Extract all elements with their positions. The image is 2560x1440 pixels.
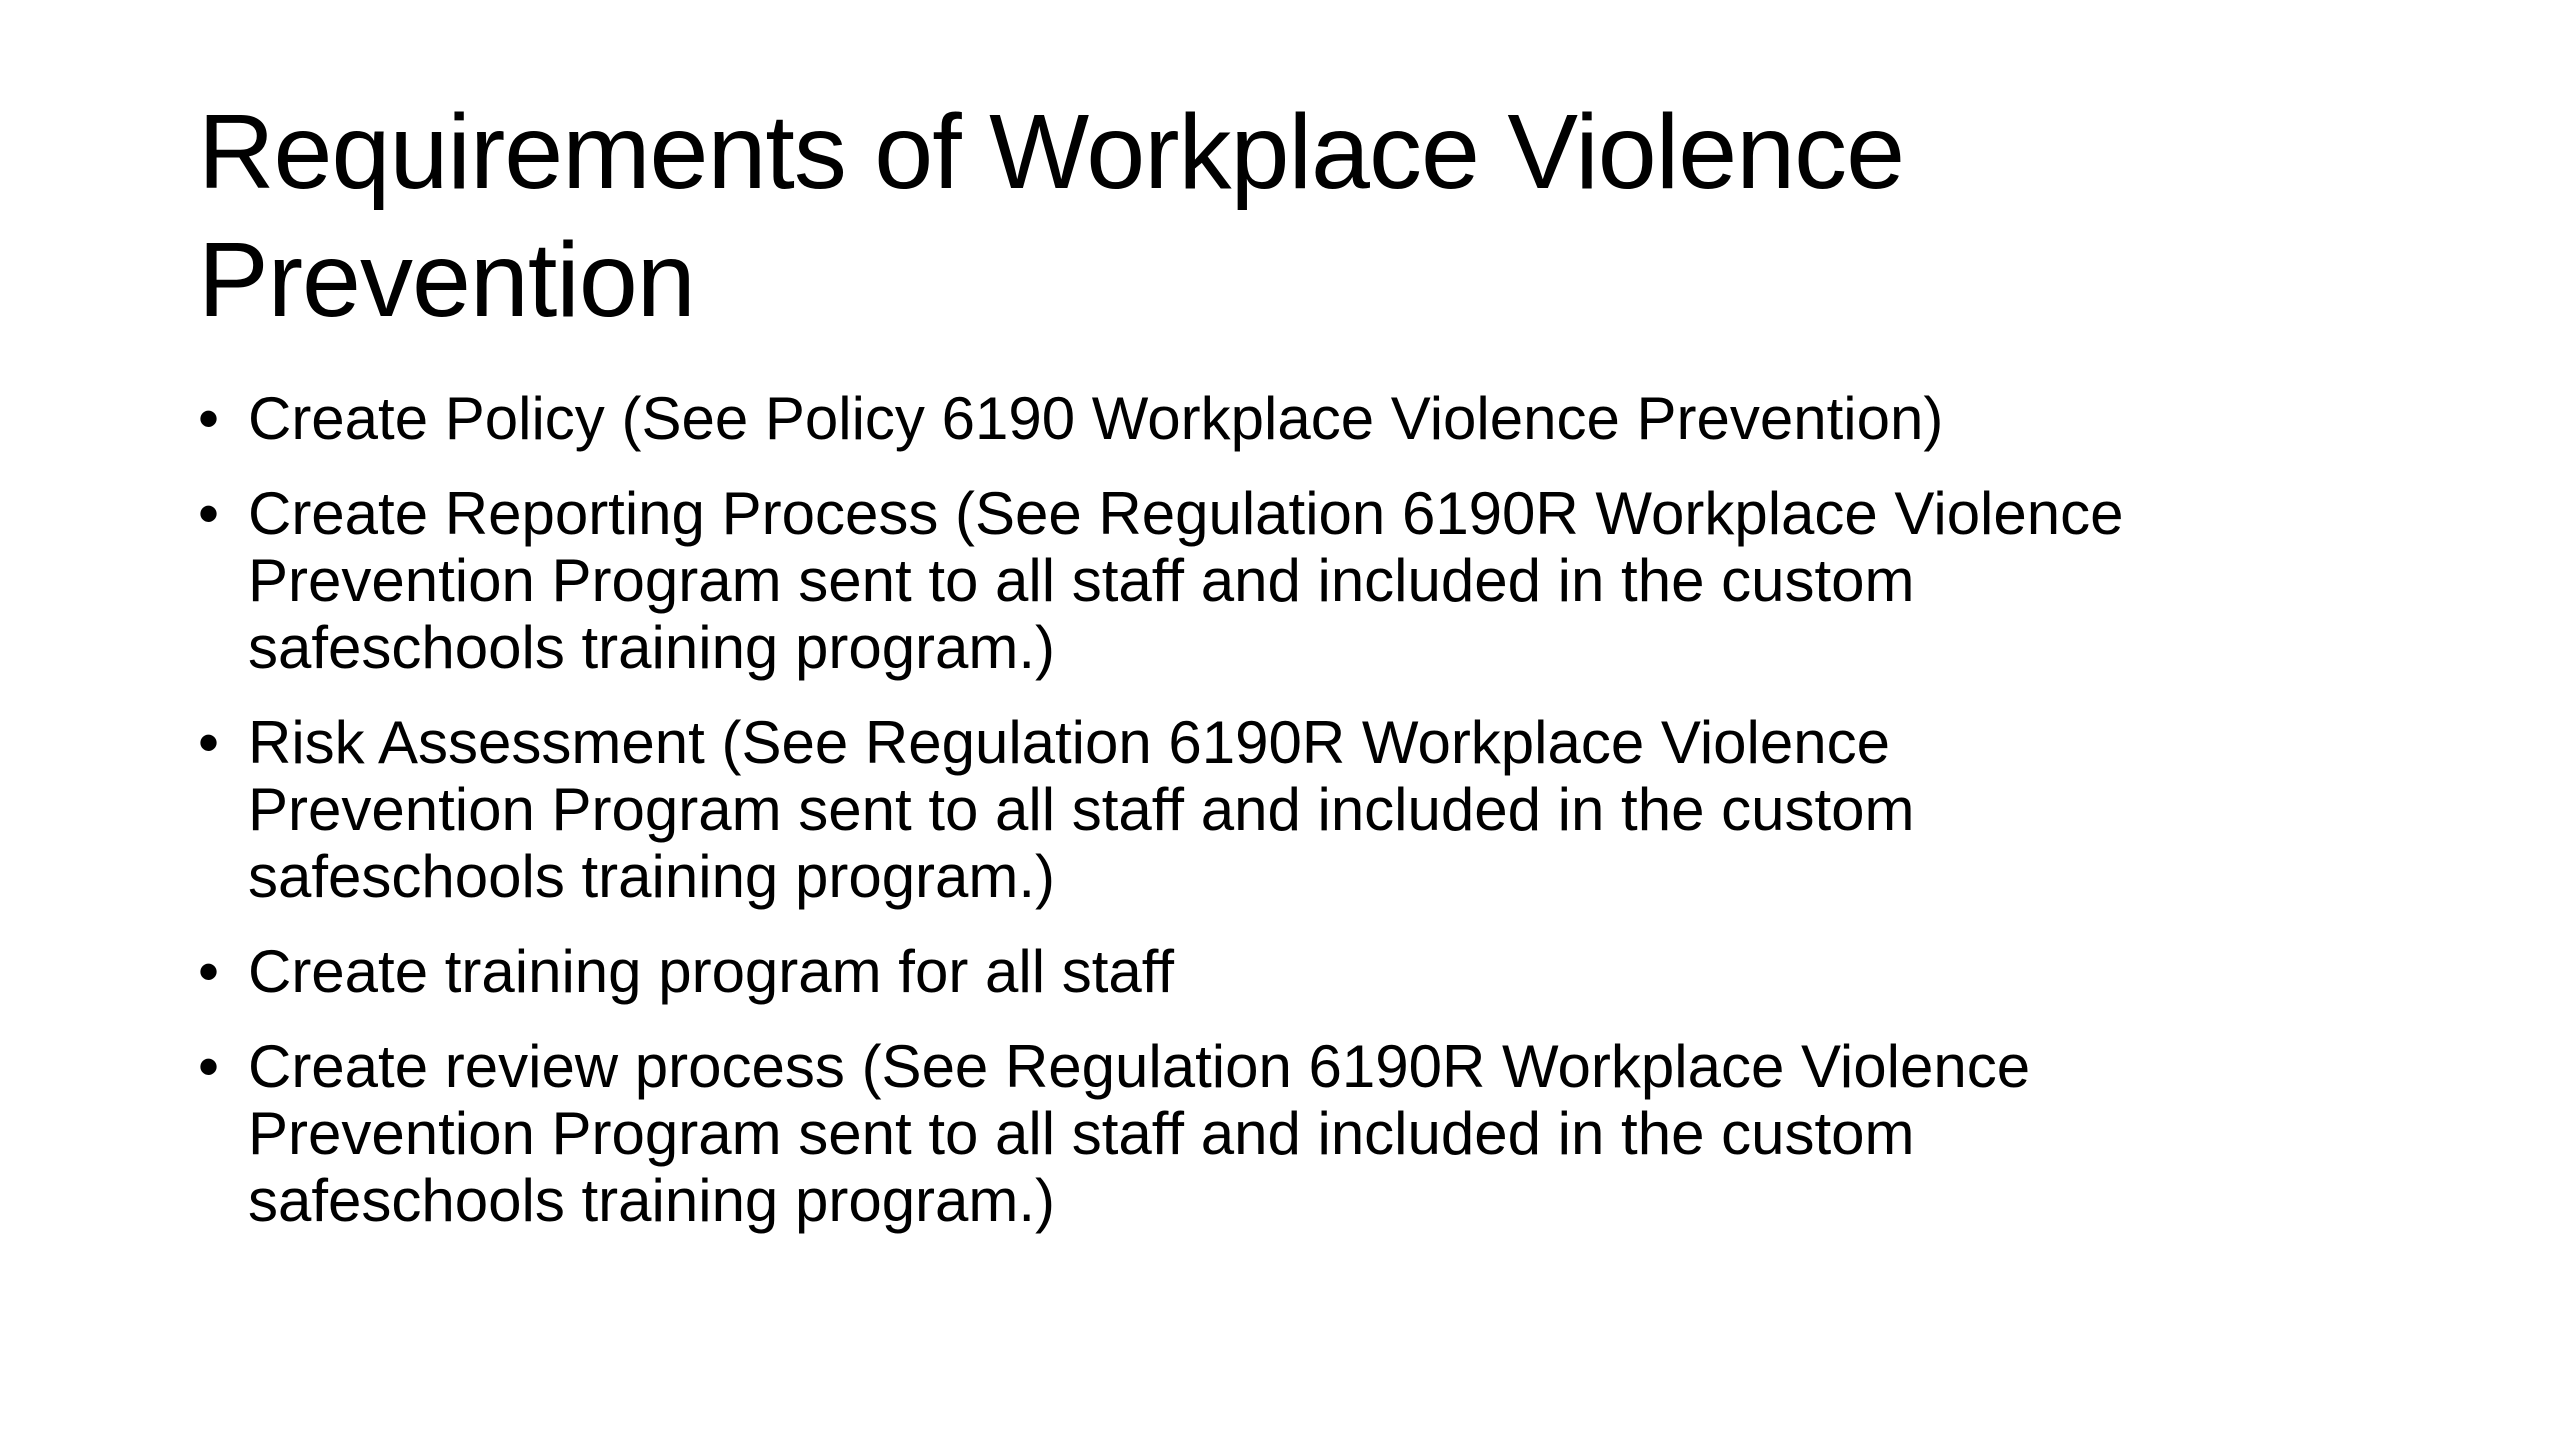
bullet-item [198,938,2398,1005]
bullet-list [198,385,2398,1262]
bullet-text: Create Reporting Process (See Regulation 6190R Workplace Violence Prevention Program sent to all staff and included in the custom safeschools training program.) [248,480,2124,681]
bullet-icon: • [198,480,220,547]
bullet-text: Risk Assessment (See Regulation 6190R Workplace Violence Prevention Program sent to all staff and included in the custom safeschools training program.) [248,709,1915,910]
slide-title-text: Requirements of Workplace Violence Prevention [198,93,1905,339]
bullet-icon: • [198,709,220,776]
bullet-text: Create Policy (See Policy 6190 Workplace Violence Prevention) [248,385,1944,452]
bullet-item [198,480,2398,681]
bullet-text: Create training program for all staff [248,938,1174,1005]
bullet-icon: • [198,938,220,1005]
bullet-icon: • [198,385,220,452]
bullet-icon: • [198,1033,220,1100]
bullet-item [198,1033,2398,1234]
slide-title [198,88,2398,344]
bullet-item [198,709,2398,910]
bullet-text: Create review process (See Regulation 6190R Workplace Violence Prevention Program sent to all staff and included in the custom safeschools training program.) [248,1033,2031,1234]
bullet-item [198,385,2398,452]
